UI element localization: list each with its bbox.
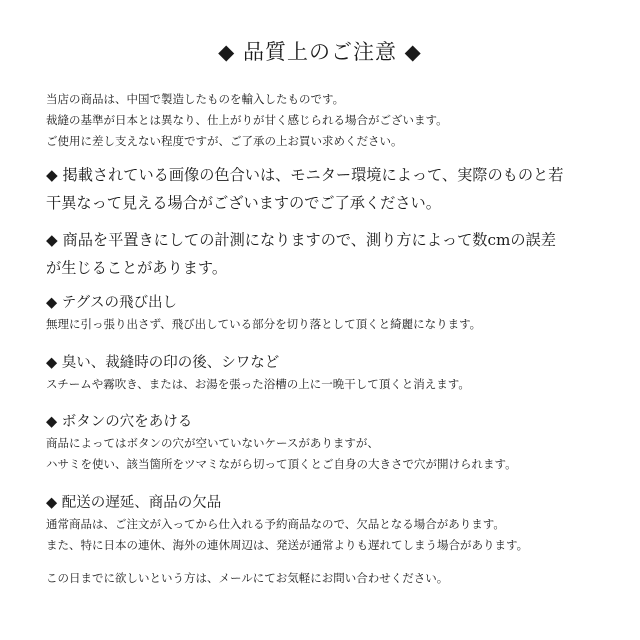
section-heading: ◆ 臭い、裁縫時の印の後、シワなど <box>46 355 280 371</box>
section-heading: ◆ ボタンの穴をあける <box>46 414 193 430</box>
section-line: 商品によってはボタンの穴が空いていないケースがありますが、 <box>46 436 379 450</box>
notice-color-line: 干異なって見える場合がございますのでご了承ください。 <box>46 194 441 212</box>
closing-paragraph <box>46 568 621 589</box>
section-heading: ◆ 配送の遅延、商品の欠品 <box>46 495 222 511</box>
intro-line: ご使用に差し支えない程度ですが、ご了承の上お買い求めください。 <box>46 134 403 148</box>
intro-paragraph <box>46 89 621 152</box>
section-heading: ◆ テグスの飛び出し <box>46 295 178 311</box>
section-line: ハサミを使い、該当箇所をツマミながら切って頂くとご自身の大きさで穴が開けられます。 <box>46 457 517 471</box>
section-button <box>46 411 621 475</box>
page-title: ◆ 品質上のご注意 ◆ <box>218 40 422 64</box>
section-line: スチームや霧吹き、または、お湯を張った浴槽の上に一晩干して頂くと消えます。 <box>46 377 470 391</box>
intro-line: 当店の商品は、中国で製造したものを輸入したものです。 <box>46 92 345 106</box>
section-tegusu <box>46 292 621 335</box>
section-line: 無理に引っ張り出さず、飛び出している部分を切り落として頂くと綺麗になります。 <box>46 317 482 331</box>
section-line: また、特に日本の連休、海外の連休周辺は、発送が通常よりも遅れてしまう場合があります。 <box>46 538 529 552</box>
notice-measure <box>46 226 621 282</box>
notice-color-line: ◆ 掲載されている画像の色合いは、モニター環境によって、実際のものと若 <box>46 166 564 184</box>
section-delivery <box>46 492 621 556</box>
intro-line: 裁縫の基準が日本とは異なり、仕上がりが甘く感じられる場合がございます。 <box>46 113 448 127</box>
section-smell <box>46 352 621 395</box>
section-line: 通常商品は、ご注文が入ってから仕入れる予約商品なので、欠品となる場合があります。 <box>46 517 505 531</box>
closing-line: この日までに欲しいという方は、メールにてお気軽にお問い合わせください。 <box>46 571 449 585</box>
notice-measure-line: ◆ 商品を平置きにしての計測になりますので、測り方によって数cmの誤差 <box>46 231 556 249</box>
notice-color <box>46 161 621 217</box>
notice-measure-line: が生じることがあります。 <box>46 259 228 277</box>
